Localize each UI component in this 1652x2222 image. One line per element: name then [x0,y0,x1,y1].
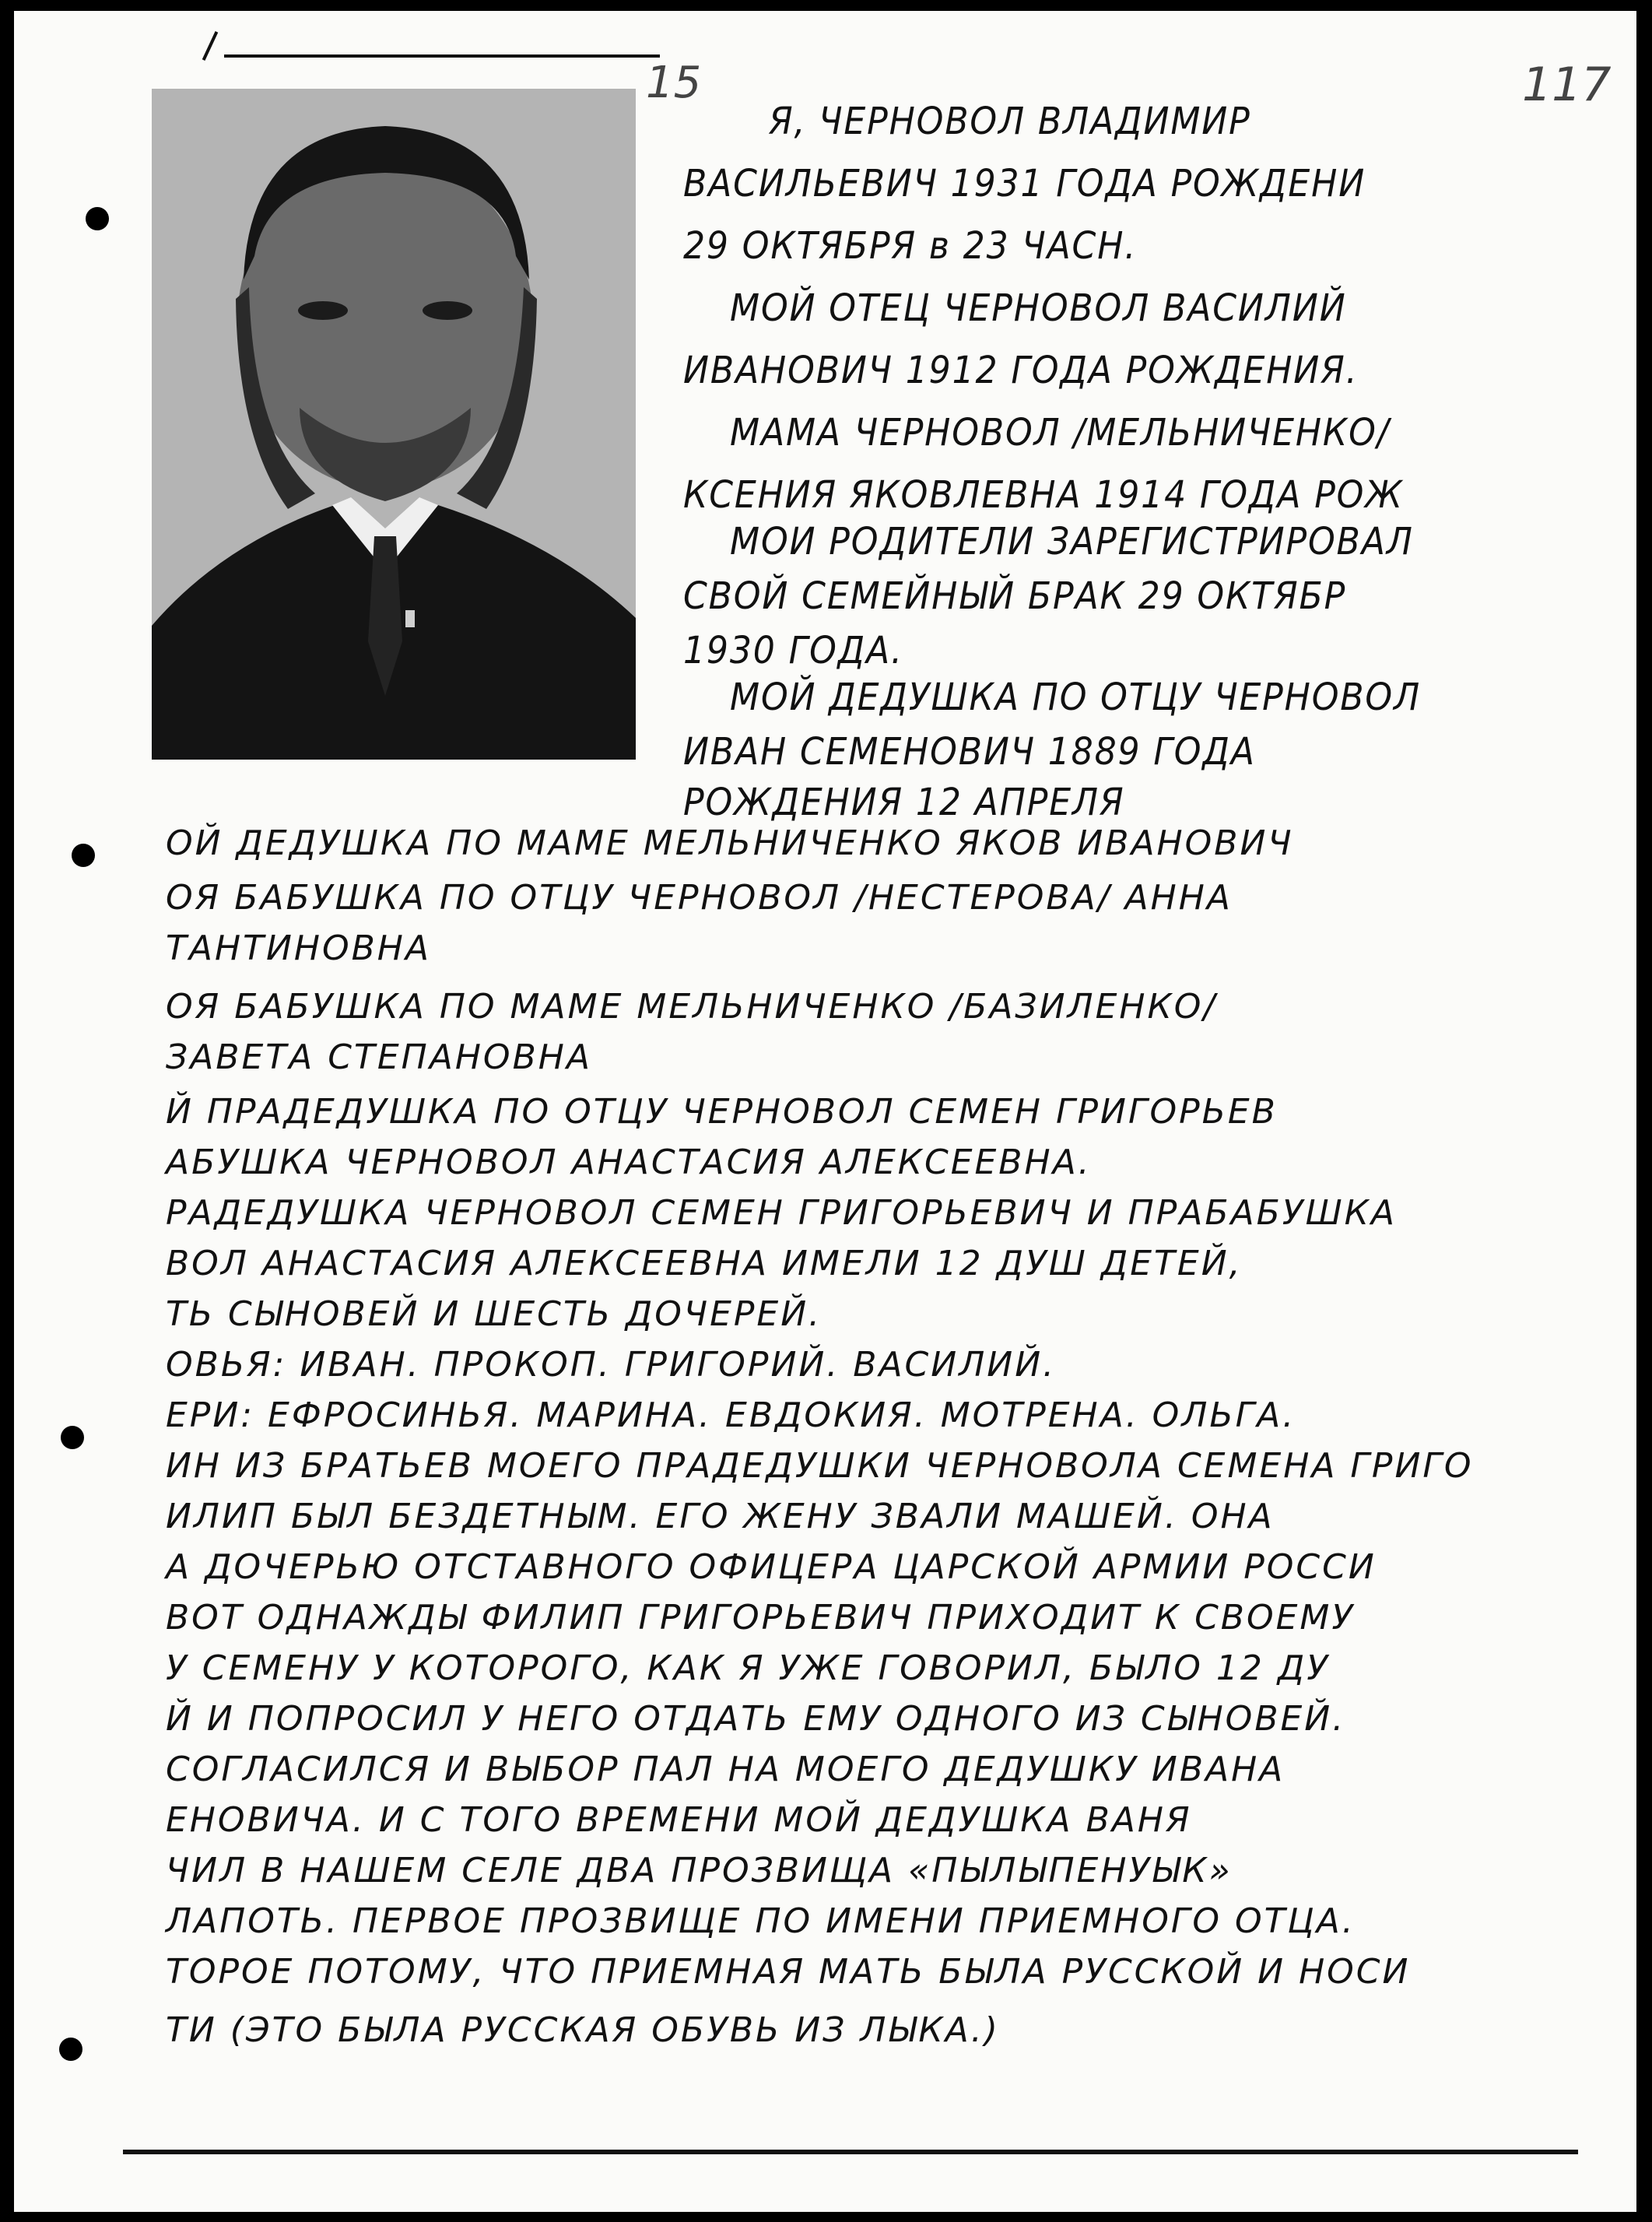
text-line: ОЯ БАБУШКА ПО ОТЦУ ЧЕРНОВОЛ /НЕСТЕРОВА/ АННА [166,878,1233,918]
top-left-tick [202,31,219,61]
text-line: ИЛИП БЫЛ БЕЗДЕТНЫМ. ЕГО ЖЕНУ ЗВАЛИ МАШЕЙ. ОНА [166,1497,1275,1536]
text-line: МАМА ЧЕРНОВОЛ /МЕЛЬНИЧЕНКО/ [730,411,1391,455]
text-line: ЗАВЕТА СТЕПАНОВНА [166,1037,592,1077]
text-line: ЕНОВИЧА. И С ТОГО ВРЕМЕНИ МОЙ ДЕДУШКА ВАНЯ [166,1800,1192,1840]
text-line: ИВАНОВИЧ 1912 ГОДА РОЖДЕНИЯ. [683,349,1359,392]
punch-hole-bottom [59,2038,82,2061]
text-line: 1930 ГОДА. [683,629,903,672]
text-line: ОЯ БАБУШКА ПО МАМЕ МЕЛЬНИЧЕНКО /БАЗИЛЕНКО/ [166,987,1218,1027]
text-line: ИН ИЗ БРАТЬЕВ МОЕГО ПРАДЕДУШКИ ЧЕРНОВОЛА СЕМЕНА ГРИГО [166,1446,1474,1486]
portrait-photo [152,89,636,760]
document-page [14,11,1636,2212]
text-line: ЕРИ: ЕФРОСИНЬЯ. МАРИНА. ЕВДОКИЯ. МОТРЕНА. ОЛЬГА. [166,1395,1296,1435]
text-line: ТИ (ЭТО БЫЛА РУССКАЯ ОБУВЬ ИЗ ЛЫКА.) [166,2010,1000,2050]
full-width-text [166,820,1566,2112]
text-line: ТОРОЕ ПОТОМУ, ЧТО ПРИЕМНАЯ МАТЬ БЫЛА РУССКОЙ И НОСИ [166,1952,1411,1992]
text-line: РАДЕДУШКА ЧЕРНОВОЛ СЕМЕН ГРИГОРЬЕВИЧ И ПРАБАБУШКА [166,1193,1398,1233]
right-column-text [683,98,1617,824]
text-line: ТАНТИНОВНА [166,928,431,968]
bottom-rule [123,2150,1578,2154]
top-rule [224,54,660,58]
text-line: МОЙ ДЕДУШКА ПО ОТЦУ ЧЕРНОВОЛ [730,676,1422,719]
text-line: МОИ РОДИТЕЛИ ЗАРЕГИСТРИРОВАЛ [730,520,1414,563]
punch-hole-top [86,207,109,230]
text-line: Я, ЧЕРНОВОЛ ВЛАДИМИР [769,100,1251,143]
text-line: ЛАПОТЬ. ПЕРВОЕ ПРОЗВИЩЕ ПО ИМЕНИ ПРИЕМНОГО ОТЦА. [166,1901,1356,1941]
text-line: РОЖДЕНИЯ 12 АПРЕЛЯ [683,781,1125,824]
text-line: СВОЙ СЕМЕЙНЫЙ БРАК 29 ОКТЯБР [683,574,1347,618]
punch-hole-middle [72,844,95,867]
text-line: СОГЛАСИЛСЯ И ВЫБОР ПАЛ НА МОЕГО ДЕДУШКУ ИВАНА [166,1750,1285,1789]
page-number: 117 [1522,58,1612,112]
text-line: КСЕНИЯ ЯКОВЛЕВНА 1914 ГОДА РОЖ [683,473,1404,517]
punch-hole-lower [61,1426,84,1449]
text-line: ОЙ ДЕДУШКА ПО МАМЕ МЕЛЬНИЧЕНКО ЯКОВ ИВАНОВИЧ [166,823,1294,863]
text-line: МОЙ ОТЕЦ ЧЕРНОВОЛ ВАСИЛИЙ [730,286,1347,330]
corner-mark: 15 [646,58,702,108]
text-line: ИВАН СЕМЕНОВИЧ 1889 ГОДА [683,730,1256,774]
text-line: ВОЛ АНАСТАСИЯ АЛЕКСЕЕВНА ИМЕЛИ 12 ДУШ ДЕТЕЙ, [166,1244,1243,1283]
text-line: А ДОЧЕРЬЮ ОТСТАВНОГО ОФИЦЕРА ЦАРСКОЙ АРМИИ РОССИ [166,1547,1377,1587]
text-line: ВОТ ОДНАЖДЫ ФИЛИП ГРИГОРЬЕВИЧ ПРИХОДИТ К СВОЕМУ [166,1598,1356,1638]
text-line: У СЕМЕНУ У КОТОРОГО, КАК Я УЖЕ ГОВОРИЛ, БЫЛО 12 ДУ [166,1648,1331,1688]
text-line: АБУШКА ЧЕРНОВОЛ АНАСТАСИЯ АЛЕКСЕЕВНА. [166,1143,1092,1182]
text-line: ВАСИЛЬЕВИЧ 1931 ГОДА РОЖДЕНИ [683,162,1366,205]
text-line: Й И ПОПРОСИЛ У НЕГО ОТДАТЬ ЕМУ ОДНОГО ИЗ СЫНОВЕЙ. [166,1699,1346,1739]
text-line: Й ПРАДЕДУШКА ПО ОТЦУ ЧЕРНОВОЛ СЕМЕН ГРИГОРЬЕВ [166,1092,1278,1132]
text-line: ТЬ СЫНОВЕЙ И ШЕСТЬ ДОЧЕРЕЙ. [166,1294,822,1334]
text-line: 29 ОКТЯБРЯ в 23 ЧАСН. [683,224,1138,268]
portrait-photo-icon [152,89,636,760]
text-line: ЧИЛ В НАШЕМ СЕЛЕ ДВА ПРОЗВИЩА «ПЫЛЫПЕНУЫК» [166,1851,1233,1890]
text-line: ОВЬЯ: ИВАН. ПРОКОП. ГРИГОРИЙ. ВАСИЛИЙ. [166,1345,1057,1385]
